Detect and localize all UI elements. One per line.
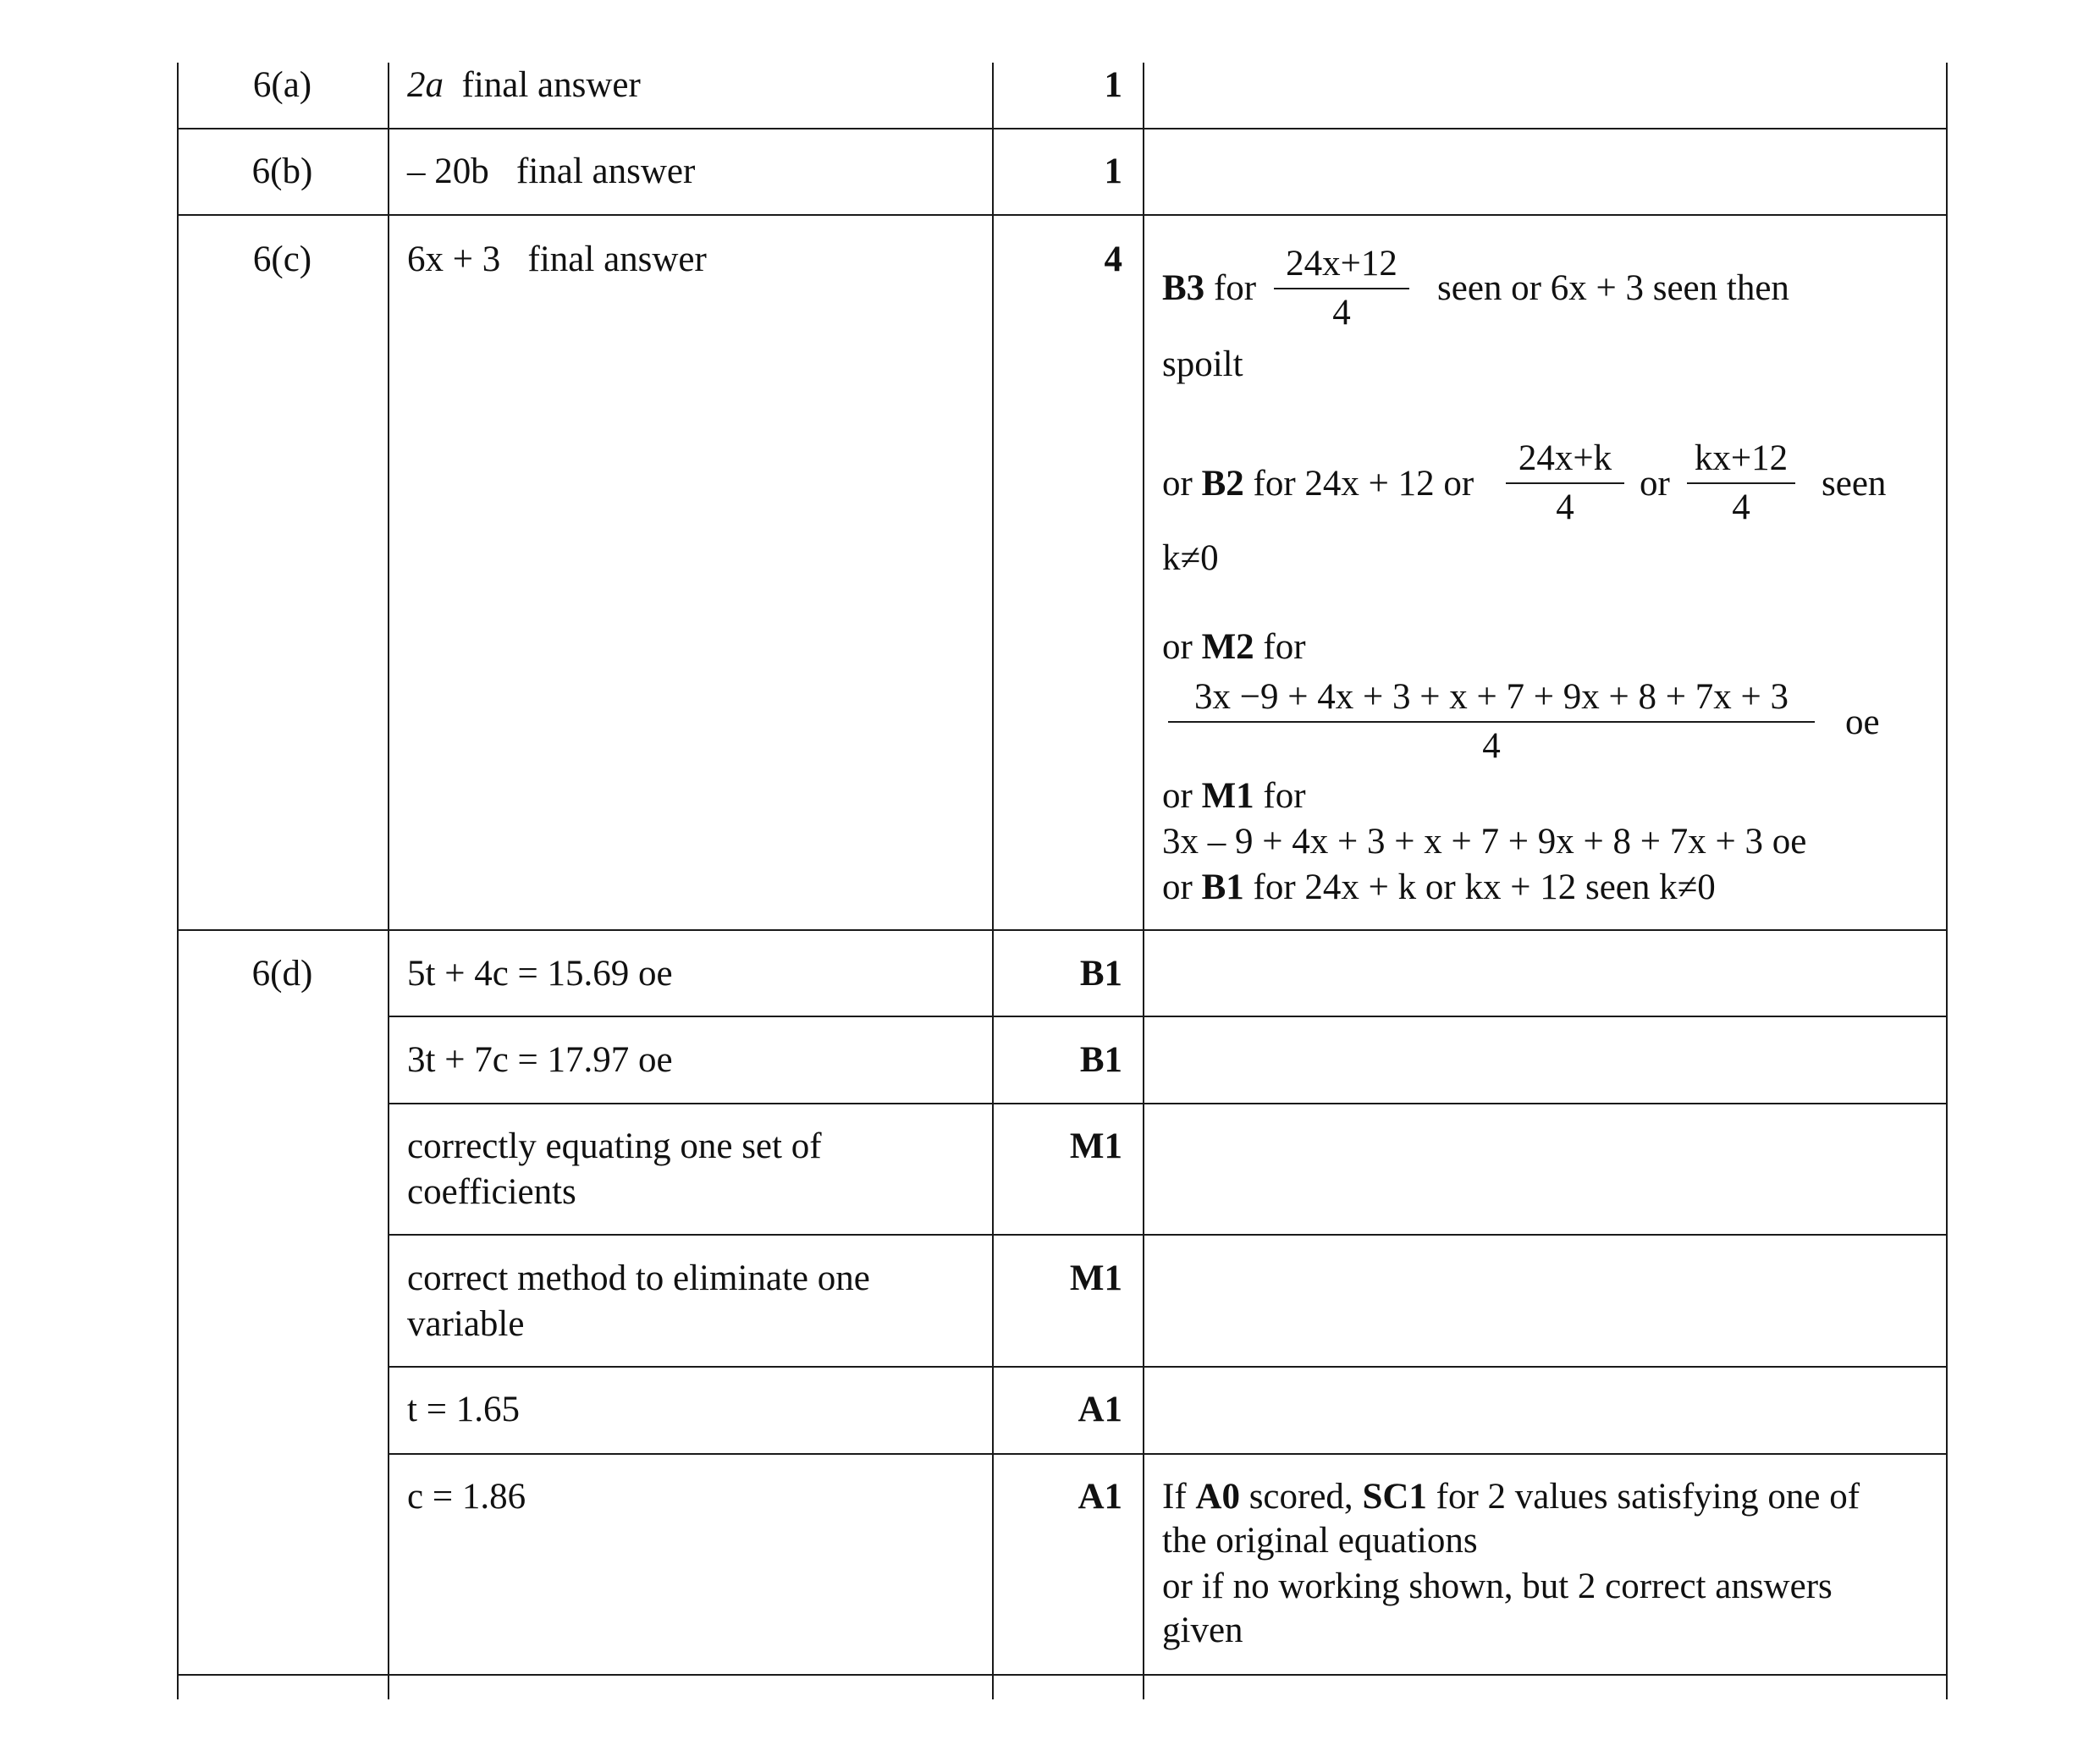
fraction-numerator: 24x+k — [1506, 435, 1624, 484]
answer-cell-continued: variable — [407, 1304, 525, 1344]
guidance-text: If — [1162, 1477, 1187, 1517]
answer-cell — [407, 149, 695, 195]
guidance-text: or — [1162, 776, 1193, 816]
guidance-special-case — [1162, 1474, 1860, 1520]
marks-cell: 4 — [1104, 240, 1122, 279]
guidance-text: or — [1162, 464, 1193, 504]
answer-cell: t = 1.65 — [407, 1390, 520, 1429]
guidance-text: spoilt — [1162, 344, 1243, 384]
answer-cell: 3t + 7c = 17.97 oe — [407, 1040, 673, 1080]
guidance-text: for — [1213, 268, 1257, 308]
fraction-numerator: kx+12 — [1687, 435, 1795, 484]
guidance-text: or if no working shown, but 2 correct answers — [1162, 1567, 1833, 1606]
answer-expression: 6x + 3 — [407, 240, 501, 279]
marks-cell: B1 — [1079, 954, 1122, 994]
table-bottom-border — [177, 1674, 1948, 1676]
row-divider — [388, 1366, 1948, 1368]
fraction-b2-second — [1687, 435, 1795, 531]
guidance-text: for 24x + 12 or — [1253, 464, 1474, 504]
fraction-denominator: 4 — [1732, 487, 1750, 527]
question-number: 6(a) — [252, 65, 312, 105]
guidance-text: given — [1162, 1611, 1243, 1650]
marks-cell: B1 — [1079, 1040, 1122, 1080]
row-divider — [177, 128, 1948, 129]
question-number: 6(b) — [251, 151, 313, 191]
fraction-denominator: 4 — [1332, 293, 1351, 333]
answer-cell: correct method to eliminate one — [407, 1258, 870, 1298]
question-number: 6(c) — [252, 240, 312, 279]
answer-note: final answer — [461, 65, 641, 105]
mark-code: B1 — [1201, 867, 1244, 907]
fraction-denominator: 4 — [1482, 726, 1501, 766]
marks-cell: M1 — [1069, 1258, 1122, 1298]
mark-code: B2 — [1201, 464, 1244, 504]
answer-expression: 2a — [407, 65, 444, 105]
fraction-numerator: 24x+12 — [1274, 240, 1409, 289]
table-left-border — [177, 63, 179, 1699]
answer-note: final answer — [516, 151, 696, 191]
marks-cell: 1 — [1104, 151, 1122, 191]
guidance-text: seen or 6x + 3 seen then — [1437, 268, 1789, 308]
guidance-b2 — [1162, 461, 1474, 507]
guidance-text: oe — [1845, 702, 1880, 742]
answer-cell-continued: coefficients — [407, 1172, 576, 1212]
answer-cell: correctly equating one set of — [407, 1126, 822, 1166]
row-divider — [177, 214, 1948, 216]
guidance-m2 — [1162, 625, 1306, 670]
mark-code: M1 — [1201, 776, 1254, 816]
row-divider — [388, 1103, 1948, 1104]
mark-code: B3 — [1162, 268, 1205, 308]
guidance-b1 — [1162, 865, 1716, 911]
guidance-text: or — [1162, 627, 1193, 667]
fraction-b3 — [1274, 240, 1409, 337]
fraction-denominator: 4 — [1556, 487, 1574, 527]
marks-cell: A1 — [1078, 1390, 1122, 1429]
row-divider — [177, 929, 1948, 931]
row-divider — [388, 1234, 1948, 1236]
guidance-text: k≠0 — [1162, 538, 1219, 578]
marks-cell: A1 — [1078, 1477, 1122, 1517]
answer-cell — [407, 63, 641, 108]
guidance-m1 — [1162, 774, 1306, 819]
guidance-text: seen — [1822, 464, 1887, 504]
guidance-text: for 2 values satisfying one of — [1436, 1477, 1860, 1517]
mark-code: SC1 — [1362, 1477, 1427, 1517]
marks-cell: M1 — [1069, 1126, 1122, 1166]
fraction-b2-first — [1506, 435, 1624, 531]
fraction-m2 — [1168, 674, 1815, 770]
row-divider — [388, 1016, 1948, 1017]
question-number: 6(d) — [251, 954, 313, 994]
answer-cell — [407, 237, 707, 283]
mark-code: A0 — [1195, 1477, 1240, 1517]
mark-code: M2 — [1201, 627, 1254, 667]
answer-cell: c = 1.86 — [407, 1477, 526, 1517]
guidance-text: for — [1263, 776, 1306, 816]
guidance-text: or — [1640, 464, 1670, 504]
guidance-text: for — [1263, 627, 1306, 667]
row-divider — [388, 1453, 1948, 1455]
answer-expression: – 20b — [407, 151, 489, 191]
guidance-text: 3x – 9 + 4x + 3 + x + 7 + 9x + 8 + 7x + 3 oe — [1162, 822, 1807, 862]
guidance-text: the original equations — [1162, 1521, 1478, 1561]
answer-note: final answer — [527, 240, 707, 279]
guidance-text: or — [1162, 867, 1193, 907]
marks-cell: 1 — [1104, 65, 1122, 105]
fraction-numerator: 3x −9 + 4x + 3 + x + 7 + 9x + 8 + 7x + 3 — [1168, 674, 1815, 723]
answer-cell: 5t + 4c = 15.69 oe — [407, 954, 673, 994]
guidance-b3 — [1162, 266, 1256, 311]
guidance-text: scored, — [1248, 1477, 1353, 1517]
guidance-text: for 24x + k or kx + 12 seen k≠0 — [1253, 867, 1716, 907]
